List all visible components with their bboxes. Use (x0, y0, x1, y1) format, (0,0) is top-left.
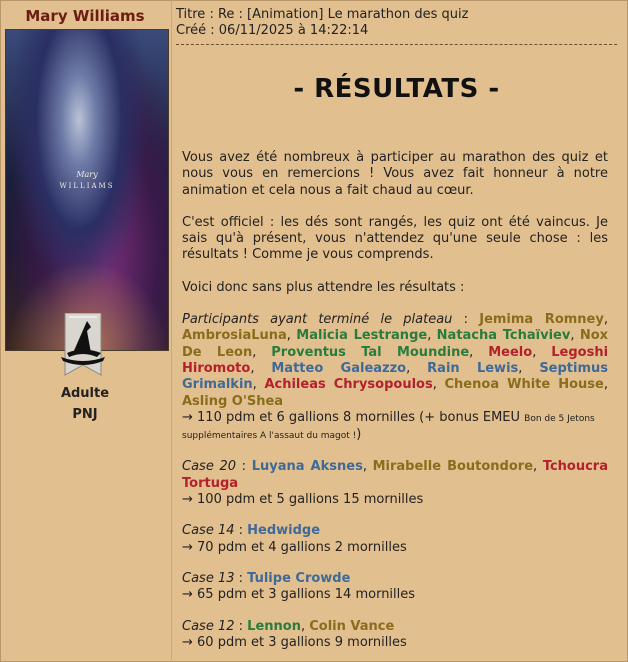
result-group (182, 571, 608, 604)
result-group (182, 523, 608, 556)
author-name[interactable]: Mary Williams (25, 7, 145, 25)
results-list (182, 312, 608, 651)
result-reward (182, 540, 608, 556)
result-names-line: Case 20 : Luyana Aksnes, Mirabelle Boutondore, Tchoucra Tortuga (182, 459, 608, 491)
player-name[interactable]: Natacha Tchaïviev (436, 328, 571, 344)
reward-text: → 110 pdm et 6 gallions 8 mornilles (+ bonus EMEU (182, 409, 521, 425)
result-group (182, 312, 608, 444)
reward-text: → 65 pdm et 3 gallions 14 mornilles (182, 587, 416, 603)
result-names-line: Case 14 : Hedwidge (182, 523, 321, 539)
player-name[interactable]: Luyana Aksnes (251, 459, 363, 475)
player-name[interactable]: Hedwidge (247, 523, 321, 539)
post-title[interactable]: Titre : Re : [Animation] Le marathon des quiz (176, 7, 469, 22)
player-name[interactable]: AmbrosiaLuna (182, 328, 287, 344)
paragraph-official: C'est officiel : les dés sont rangés, les quiz ont été vaincus. Je sais qu'à présent, vous n'attendez qu'une seule chose : les résultats ! Comme je vous comprends. (182, 214, 608, 263)
witch-hat-icon (57, 313, 109, 383)
player-name[interactable]: Colin Vance (309, 618, 395, 634)
post-date: Créé : 06/11/2025 à 14:22:14 (176, 23, 369, 38)
post-heading: - RÉSULTATS - (293, 74, 500, 104)
result-names-line: Case 12 : Lennon, Colin Vance (182, 618, 395, 634)
paragraph-intro-results: Voici donc sans plus attendre les résultats : (182, 279, 465, 295)
result-names-line: Participants ayant terminé le plateau : Jemima Romney, AmbrosiaLuna, Malicia Lestrange, Natacha Tchaïviev, Nox De Leon, Proventus Tal Moundine, Meelo, Legoshi Hiromoto, Matteo Galeazzo, Rain Lewis, Septimus Grimalkin, Achileas Chrysopoulos, Chenoa White House, Asling O'Shea (182, 312, 609, 409)
result-reward (182, 587, 608, 603)
avatar[interactable] (5, 29, 169, 351)
result-group-label: Case 12 (182, 618, 235, 634)
player-name[interactable]: Jemima Romney (479, 312, 604, 328)
post-body (182, 150, 608, 651)
result-group-label: Case 20 (182, 459, 237, 475)
result-group-label: Case 14 (182, 523, 235, 539)
player-name[interactable]: Mirabelle Boutondore (372, 459, 534, 475)
result-group (182, 619, 608, 652)
player-name[interactable]: Malicia Lestrange (296, 328, 428, 344)
post-meta (176, 7, 468, 39)
player-name[interactable]: Tulipe Crowde (247, 570, 351, 586)
player-name[interactable]: Achileas Chrysopoulos (264, 377, 433, 393)
reward-text: → 60 pdm et 3 gallions 9 mornilles (182, 634, 407, 650)
player-name[interactable]: Tchoucra Tortuga (182, 459, 608, 491)
player-name[interactable]: Nox De Leon (182, 328, 609, 360)
player-name[interactable]: Lennon (247, 618, 301, 634)
result-group (182, 459, 608, 508)
player-name[interactable]: Legoshi Hiromoto (182, 344, 609, 376)
reward-bonus-note: Bon de 5 Jetons supplémentaires A l'assaut du magot ! (182, 413, 595, 442)
role-type: PNJ (72, 407, 98, 422)
player-name[interactable]: Chenoa White House (444, 377, 604, 393)
avatar-signature-script: Mary (76, 170, 98, 179)
column-divider (171, 0, 172, 662)
result-group-label: Participants ayant terminé le plateau (182, 312, 453, 328)
avatar-signature: WILLIAMS (59, 182, 115, 190)
player-name[interactable]: Rain Lewis (427, 360, 519, 376)
result-reward (182, 410, 608, 445)
player-name[interactable]: Meelo (488, 344, 533, 360)
meta-separator (176, 44, 617, 45)
reward-close-paren: ) (356, 427, 362, 443)
player-name[interactable]: Proventus Tal Moundine (271, 344, 470, 360)
role-age: Adulte (60, 386, 110, 401)
paragraph-thanks: Vous avez été nombreux à participer au marathon des quiz et nous vous en remercions ! Vous avez fait honneur à notre animation et cela nous a fait chaud au cœur. (182, 150, 608, 198)
author-panel (0, 0, 170, 662)
player-name[interactable]: Septimus Grimalkin (182, 360, 609, 393)
result-reward (182, 492, 608, 508)
result-group-label: Case 13 (182, 570, 235, 586)
post-content (176, 0, 618, 662)
reward-text: → 70 pdm et 4 gallions 2 mornilles (182, 539, 407, 555)
result-reward (182, 635, 608, 651)
player-name[interactable]: Asling O'Shea (182, 393, 284, 409)
result-names-line: Case 13 : Tulipe Crowde (182, 570, 351, 586)
reward-text: → 100 pdm et 5 gallions 15 mornilles (182, 492, 424, 508)
player-name[interactable]: Matteo Galeazzo (271, 360, 407, 376)
